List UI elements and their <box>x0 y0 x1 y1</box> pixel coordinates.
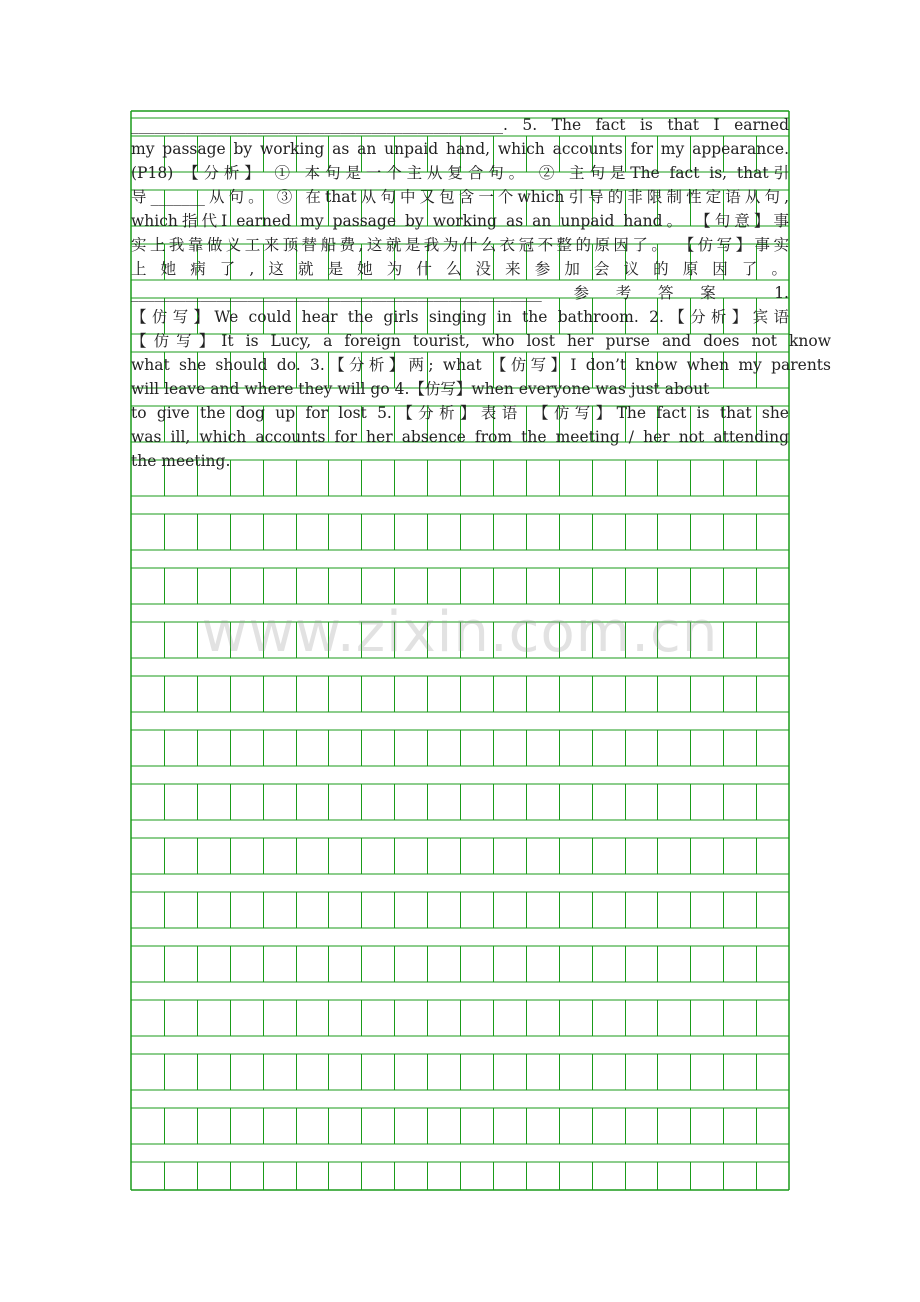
text-line-10: 【仿写】It is Lucy, a foreign tourist, who lost her purse and does not know <box>131 332 831 350</box>
text-line-12: will leave and where they will go 4.【仿写】when everyone was just about <box>131 380 710 398</box>
text-line-11: what she should do. 3.【分析】两; what 【仿写】I don’t know when my parents <box>131 356 831 374</box>
text-line-4: 导_______从句。 ③ 在that从句中又包含一个which引导的非限制性定语从句, <box>131 188 789 206</box>
text-line-8: _____________________________________________________ 参考答案 1. <box>131 284 789 302</box>
text-line-3: (P18) 【分析】 ① 本句是一个主从复合句。 ② 主句是The fact is, that引 <box>131 164 789 182</box>
text-line-1: ________________________________________________. 5. The fact is that I earned <box>131 116 789 134</box>
text-line-13: to give the dog up for lost 5.【分析】表语 【仿写】The fact is that she <box>131 404 789 422</box>
text-line-2: my passage by working as an unpaid hand, which accounts for my appearance. <box>131 140 789 158</box>
text-line-14: was ill, which accounts for her absence from the meeting / her not attending <box>131 428 789 446</box>
text-line-7: 上她病了,这就是她为什么没来参加会议的原因了。 <box>131 260 789 278</box>
text-line-6: 实上我靠做义工来顶替船费,这就是我为什么衣冠不整的原因了。 【仿写】事实 <box>131 236 789 254</box>
text-line-9: 【仿写】We could hear the girls singing in the bathroom. 2.【分析】宾语 <box>131 308 789 326</box>
watermark: www.zixin.com.cn <box>201 600 719 665</box>
answer-text-block <box>131 113 831 473</box>
text-line-5: which指代I earned my passage by working as an unpaid hand。 【句意】事 <box>131 212 789 230</box>
text-line-15: the meeting. <box>131 452 231 470</box>
